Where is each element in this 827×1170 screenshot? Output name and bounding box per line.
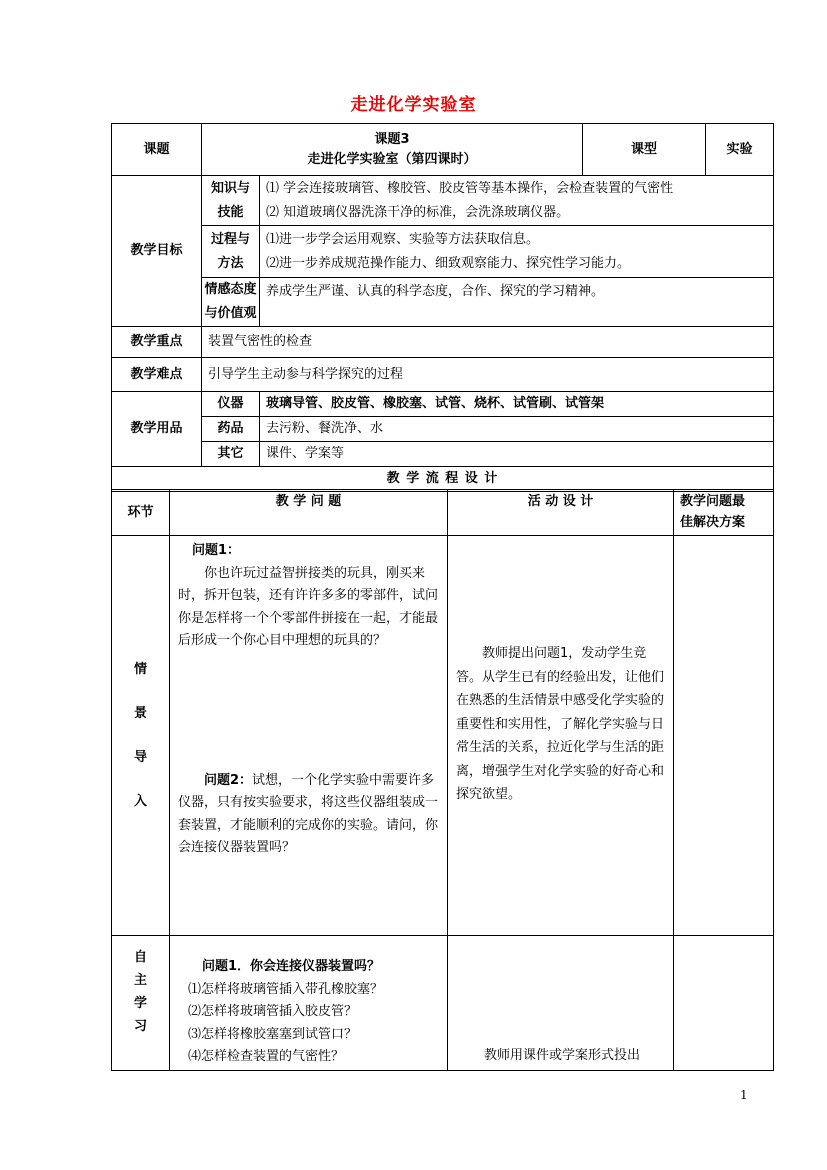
self-study-title: 问题1．你会连接仪器装置吗？ [202,959,381,974]
materials-key: 其它 [202,442,260,467]
materials-key: 仪器 [202,392,260,417]
focus-text: 装置气密性的检查 [202,327,774,358]
attitude-label [202,278,260,327]
knowledge-label-line-2: 技能 [217,204,244,220]
topic-label: 课题 [112,124,202,176]
self-study-item: ⑶怎样将橡胶塞塞到试管口？ [188,1026,358,1042]
process-label-line-2: 方法 [217,255,244,271]
process-item: ⑵进一步养成规范操作能力、细致观察能力、探究性学习能力。 [266,255,631,271]
goals-label: 教学目标 [112,176,202,327]
question-2-text: 试想，一个化学实验中需要许多仪器，只有按实验要求，将这些仪器组装成一套装置，才能顺利的完成你的实验。请问，你会连接仪器装置吗？ [178,772,439,855]
knowledge-items [260,176,774,226]
stage-char: 自 [133,950,147,965]
scene-questions [170,536,448,936]
question-header: 教 学 问 题 [170,490,448,536]
topic-line-1: 课题3 [374,131,410,147]
spacer [178,653,439,770]
self-study-item: ⑷怎样检查装置的气密性？ [188,1049,345,1064]
stage-scene-intro [112,536,170,936]
scene-activity [448,536,674,936]
stage-header: 环节 [112,490,170,536]
self-study-item: ⑴怎样将玻璃管插入带孔橡胶塞？ [188,981,384,997]
process-item: ⑴进一步学会运用观察、实验等方法获取信息。 [266,231,540,247]
attitude-label-line-1: 情感态度 [204,282,257,297]
materials-value: 课件、学案等 [260,442,774,467]
stage-char: 习 [133,1019,147,1034]
stage-self-study [112,936,170,1071]
page-number: 1 [740,1088,748,1102]
stage-char: 情 [133,661,147,677]
self-study-activity: 教师用课件或学案形式投出 [448,936,674,1071]
attitude-text: 养成学生严谨、认真的科学态度，合作、探究的学习精神。 [260,278,774,327]
activity-header: 活 动 设 计 [448,490,674,536]
self-study-solution [674,936,774,1071]
materials-value: 去污粉、餐洗净、水 [260,417,774,442]
question-1-title: 问题1： [192,543,241,558]
knowledge-label [202,176,260,226]
scene-solution [674,536,774,936]
attitude-label-line-2: 与价值观 [204,306,257,321]
solution-header-line-1: 教学问题最 [680,494,746,509]
question-2-title: 问题2： [204,772,253,788]
process-label [202,226,260,278]
materials-label: 教学用品 [112,392,202,467]
focus-label: 教学重点 [112,327,202,358]
document-title: 走进化学实验室 [350,95,477,115]
stage-char: 入 [133,793,147,809]
self-study-item: ⑵怎样将玻璃管插入胶皮管？ [188,1004,358,1019]
knowledge-item: ⑵ 知道玻璃仪器洗涤干净的标准，会洗涤玻璃仪器。 [266,204,570,220]
lesson-info-table [111,123,774,492]
stage-char: 主 [133,973,147,988]
stage-char: 导 [133,749,147,765]
type-value: 实验 [706,124,774,176]
question-1-text: 你也许玩过益智拼接类的玩具，刚买来时，拆开包装，还有许许多多的零部件，试问你是怎样将一个个零部件拼接在一起，才能最后形成一个你心目中理想的玩具的？ [178,565,439,648]
solution-header-line-2: 佳解决方案 [680,515,746,530]
solution-header [674,490,774,536]
question-2-block [178,770,439,860]
type-label: 课型 [583,124,706,176]
topic-line-2: 走进化学实验室（第四课时） [307,151,477,167]
stage-char: 学 [133,996,147,1011]
self-study-questions [170,936,448,1071]
materials-key: 药品 [202,417,260,442]
stage-char: 景 [133,705,147,721]
flow-title: 教 学 流 程 设 计 [112,467,774,492]
teaching-flow-table [111,489,774,1071]
knowledge-label-line-1: 知识与 [210,180,250,196]
process-items [260,226,774,278]
materials-value: 玻璃导管、胶皮管、橡胶塞、试管、烧杯、试管刷、试管架 [260,392,774,417]
process-label-line-1: 过程与 [210,231,250,247]
scene-activity-text: 教师提出问题1，发动学生竞答。从学生已有的经验出发，让他们在熟悉的生活情景中感受化学实验的重要性和实用性，了解化学实验与日常生活的关系，拉近化学与生活的距离，增强学生对化学实验的好奇心和探究欲望。 [456,646,665,803]
difficulty-text: 引导学生主动参与科学探究的过程 [202,358,774,392]
knowledge-item: ⑴ 学会连接玻璃管、橡胶管、胶皮管等基本操作，会检查装置的气密性 [266,180,674,196]
topic-cell [202,124,583,176]
difficulty-label: 教学难点 [112,358,202,392]
